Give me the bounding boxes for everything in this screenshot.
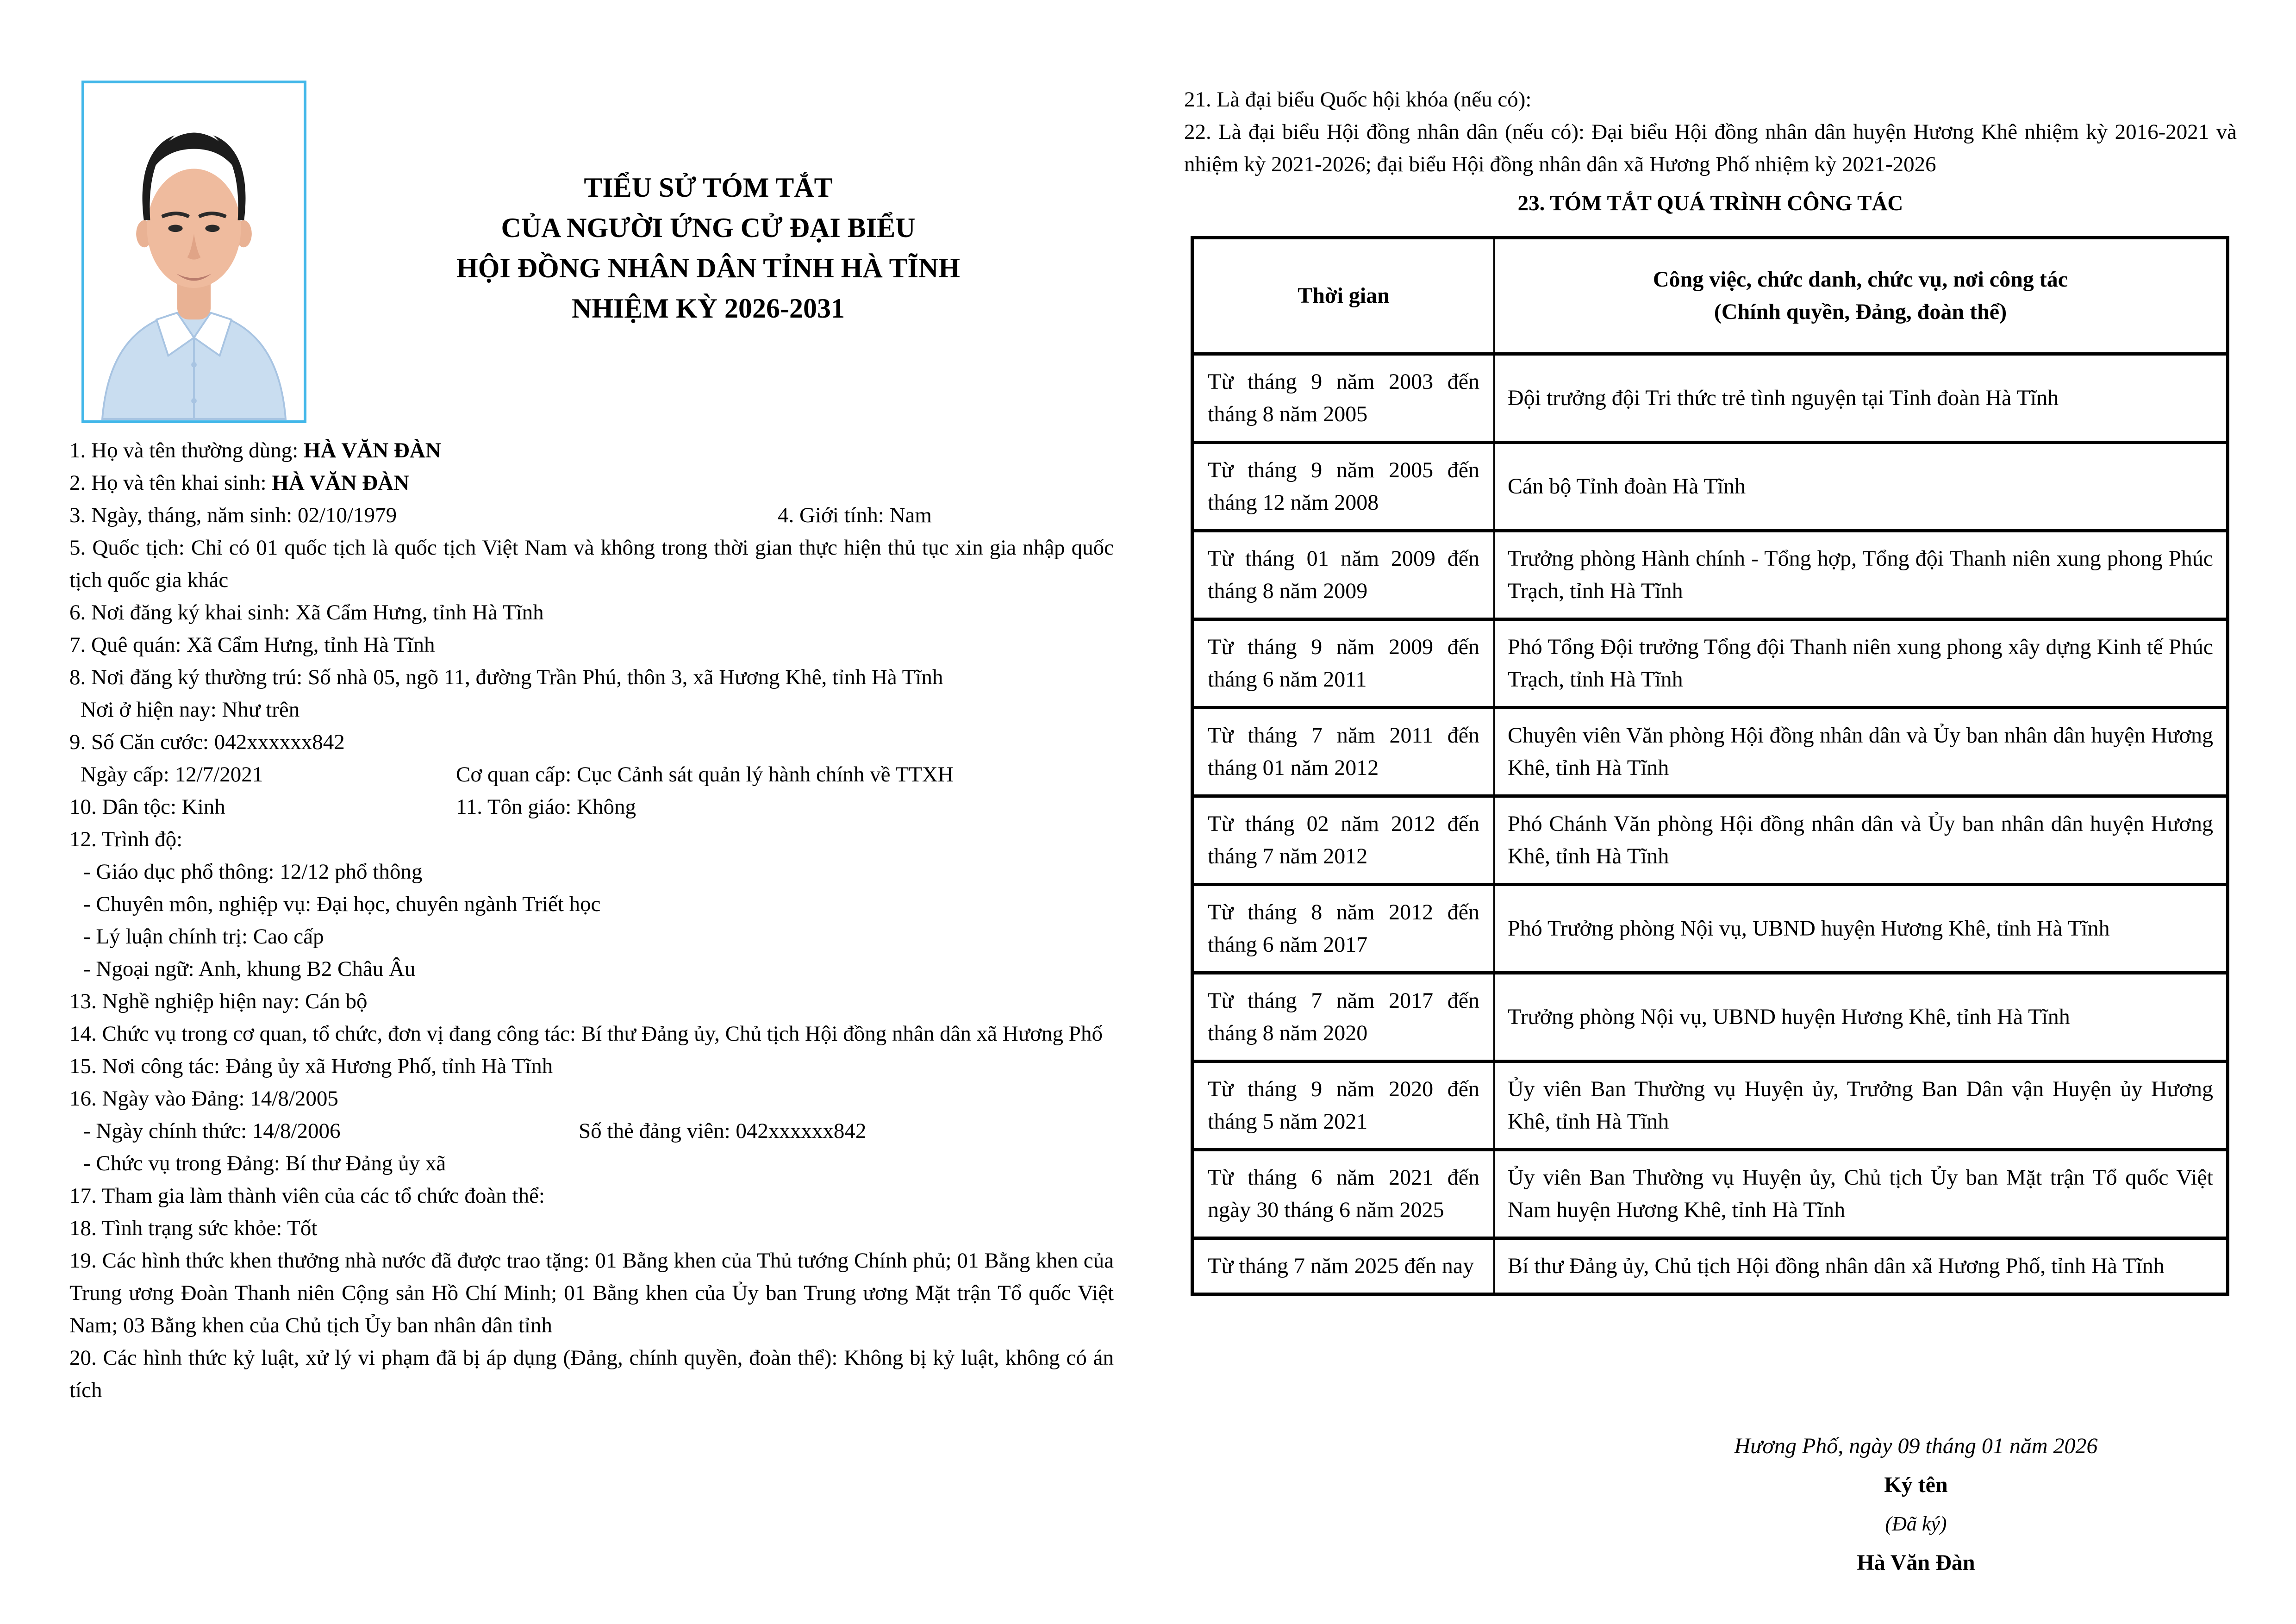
field-party-admission-date: 16. Ngày vào Đảng: 14/8/2005 <box>69 1087 338 1111</box>
document-title <box>296 168 1120 329</box>
field-id-number: 9. Số Căn cước: 042xxxxxx842 <box>69 730 345 754</box>
career-row <box>1192 1238 2228 1294</box>
career-time: Từ tháng 7 năm 2025 đến nay <box>1192 1238 1494 1294</box>
field-education-heading: 12. Trình độ: <box>69 827 183 851</box>
field-gender: 4. Giới tính: Nam <box>778 503 932 527</box>
career-job: Trưởng phòng Nội vụ, UBND huyện Hương Khê, tỉnh Hà Tĩnh <box>1494 973 2228 1062</box>
field-peoples-council-member: 22. Là đại biểu Hội đồng nhân dân (nếu có): Đại biểu Hội đồng nhân dân huyện Hương Khê nhiệm kỳ 2016-2021 và nhiệm kỳ 2021-2026; đại biểu Hội đồng nhân dân xã Hương Phố nhiệm kỳ 2021-2026 <box>1184 120 2237 176</box>
field-current-position: 14. Chức vụ trong cơ quan, tổ chức, đơn vị đang công tác: Bí thư Đảng ủy, Chủ tịch Hội đồng nhân dân xã Hương Phố <box>69 1022 1103 1046</box>
career-job: Trưởng phòng Hành chính - Tổng hợp, Tổng đội Thanh niên xung phong Phúc Trạch, tỉnh Hà Tĩnh <box>1494 531 2228 619</box>
career-row <box>1192 885 2228 973</box>
career-header-job-line2: (Chính quyền, Đảng, đoàn thể) <box>1714 300 2007 324</box>
career-history-table <box>1191 236 2229 1296</box>
career-time: Từ tháng 6 năm 2021 đến ngày 30 tháng 6 năm 2025 <box>1192 1150 1494 1238</box>
career-time: Từ tháng 9 năm 2009 đến tháng 6 năm 2011 <box>1192 619 1494 708</box>
field-ethnicity-religion-row <box>69 791 1114 823</box>
career-row <box>1192 1150 2228 1238</box>
field-professional-education: - Chuyên môn, nghiệp vụ: Đại học, chuyên ngành Triết học <box>83 892 601 916</box>
career-time: Từ tháng 9 năm 2005 đến tháng 12 năm 2008 <box>1192 443 1494 531</box>
field-national-assembly-member: 21. Là đại biểu Quốc hội khóa (nếu có): <box>1184 87 1532 112</box>
signature-block <box>1597 1427 2235 1582</box>
career-header-row <box>1192 238 2228 354</box>
title-line-4: NHIỆM KỲ 2026-2031 <box>572 293 845 324</box>
signature-signed-note: (Đã ký) <box>1885 1512 1947 1535</box>
career-job: Phó Tổng Đội trưởng Tổng đội Thanh niên xung phong xây dựng Kinh tế Phúc Trạch, tỉnh Hà Tĩnh <box>1494 619 2228 708</box>
field-general-education: - Giáo dục phổ thông: 12/12 phổ thông <box>83 860 423 884</box>
field-birth-name <box>69 467 1114 499</box>
field-state-awards: 19. Các hình thức khen thưởng nhà nước đã được trao tặng: 01 Bằng khen của Thủ tướng Chính phủ; 01 Bằng khen của Trung ương Đoàn Thanh niên Cộng sản Hồ Chí Minh; 01 Bằng khen của Ủy ban Trung ương Mặt trận Tổ quốc Việt Nam; 03 Bằng khen của Chủ tịch Ủy ban nhân dân tỉnh <box>69 1249 1114 1337</box>
career-row <box>1192 354 2228 443</box>
field-id-issue-authority: Cơ quan cấp: Cục Cảnh sát quản lý hành chính về TTXH <box>456 762 954 787</box>
career-row <box>1192 531 2228 619</box>
career-row <box>1192 619 2228 708</box>
field-common-name-label: 1. Họ và tên thường dùng: <box>69 438 304 462</box>
signature-place-date: Hương Phố, ngày 09 tháng 01 năm 2026 <box>1734 1434 2098 1458</box>
career-job: Bí thư Đảng ủy, Chủ tịch Hội đồng nhân dân xã Hương Phố, tỉnh Hà Tĩnh <box>1494 1238 2228 1294</box>
career-job: Cán bộ Tỉnh đoàn Hà Tĩnh <box>1494 443 2228 531</box>
field-birth-name-label: 2. Họ và tên khai sinh: <box>69 471 272 495</box>
signature-label: Ký tên <box>1884 1473 1948 1497</box>
career-header-job <box>1494 238 2228 354</box>
field-disciplinary-record: 20. Các hình thức kỷ luật, xử lý vi phạm đã bị áp dụng (Đảng, chính quyền, đoàn thể): Không bị kỷ luật, không có án tích <box>69 1346 1114 1402</box>
field-political-theory: - Lý luận chính trị: Cao cấp <box>83 924 324 949</box>
career-row <box>1192 796 2228 885</box>
field-party-official-date: - Ngày chính thức: 14/8/2006 <box>83 1119 341 1143</box>
career-header-job-line1: Công việc, chức danh, chức vụ, nơi công tác <box>1653 267 2068 292</box>
field-current-occupation: 13. Nghề nghiệp hiện nay: Cán bộ <box>69 989 368 1013</box>
candidate-photo <box>81 81 306 423</box>
field-common-name <box>69 434 1114 467</box>
field-workplace: 15. Nơi công tác: Đảng ủy xã Hương Phố, tỉnh Hà Tĩnh <box>69 1054 553 1078</box>
portrait-illustration <box>84 83 304 420</box>
career-time: Từ tháng 8 năm 2012 đến tháng 6 năm 2017 <box>1192 885 1494 973</box>
field-permanent-residence: 8. Nơi đăng ký thường trú: Số nhà 05, ngõ 11, đường Trần Phú, thôn 3, xã Hương Khê, tỉnh Hà Tĩnh <box>69 665 943 689</box>
title-line-3: HỘI ĐỒNG NHÂN DÂN TỈNH HÀ TĨNH <box>456 253 960 283</box>
field-birth-name-value: HÀ VĂN ĐÀN <box>272 471 410 495</box>
field-hometown: 7. Quê quán: Xã Cẩm Hưng, tỉnh Hà Tĩnh <box>69 633 435 657</box>
career-job: Ủy viên Ban Thường vụ Huyện ủy, Trưởng Ban Dân vận Huyện ủy Hương Khê, tỉnh Hà Tĩnh <box>1494 1062 2228 1150</box>
field-foreign-language: - Ngoại ngữ: Anh, khung B2 Châu Âu <box>83 957 416 981</box>
field-common-name-value: HÀ VĂN ĐÀN <box>303 438 441 462</box>
field-religion: 11. Tôn giáo: Không <box>456 795 636 819</box>
signature-name: Hà Văn Đàn <box>1857 1550 1975 1575</box>
field-organization-membership: 17. Tham gia làm thành viên của các tổ chức đoàn thể: <box>69 1184 545 1208</box>
field-ethnicity: 10. Dân tộc: Kinh <box>69 795 225 819</box>
career-row <box>1192 708 2228 796</box>
career-time: Từ tháng 7 năm 2017 đến tháng 8 năm 2020 <box>1192 973 1494 1062</box>
career-job: Chuyên viên Văn phòng Hội đồng nhân dân và Ủy ban nhân dân huyện Hương Khê, tỉnh Hà Tĩnh <box>1494 708 2228 796</box>
field-party-card-number: Số thẻ đảng viên: 042xxxxxx842 <box>579 1119 867 1143</box>
career-job: Đội trưởng đội Tri thức trẻ tình nguyện tại Tỉnh đoàn Hà Tĩnh <box>1494 354 2228 443</box>
career-time: Từ tháng 9 năm 2003 đến tháng 8 năm 2005 <box>1192 354 1494 443</box>
title-line-1: TIỂU SỬ TÓM TẮT <box>584 172 833 203</box>
career-row <box>1192 973 2228 1062</box>
field-current-residence: Nơi ở hiện nay: Như trên <box>81 698 300 722</box>
personal-info-list <box>69 434 1114 1406</box>
field-party-position: - Chức vụ trong Đảng: Bí thư Đảng ủy xã <box>83 1151 446 1175</box>
field-nationality: 5. Quốc tịch: Chỉ có 01 quốc tịch là quốc tịch Việt Nam và không trong thời gian thực hiện thủ tục xin gia nhập quốc tịch quốc gia khác <box>69 536 1114 592</box>
career-header-time: Thời gian <box>1192 238 1494 354</box>
career-row <box>1192 443 2228 531</box>
career-time: Từ tháng 7 năm 2011 đến tháng 01 năm 2012 <box>1192 708 1494 796</box>
field-party-official-row <box>69 1115 1114 1147</box>
career-job: Phó Trưởng phòng Nội vụ, UBND huyện Hương Khê, tỉnh Hà Tĩnh <box>1494 885 2228 973</box>
field-id-issue-row <box>69 758 1114 791</box>
career-time: Từ tháng 9 năm 2020 đến tháng 5 năm 2021 <box>1192 1062 1494 1150</box>
field-dob-gender-row <box>69 499 1114 531</box>
field-id-issue-date: Ngày cấp: 12/7/2021 <box>81 762 263 787</box>
career-job: Ủy viên Ban Thường vụ Huyện ủy, Chủ tịch Ủy ban Mặt trận Tổ quốc Việt Nam huyện Hương Khê, tỉnh Hà Tĩnh <box>1494 1150 2228 1238</box>
title-line-2: CỦA NGƯỜI ỨNG CỬ ĐẠI BIỂU <box>501 212 916 243</box>
career-time: Từ tháng 02 năm 2012 đến tháng 7 năm 2012 <box>1192 796 1494 885</box>
field-dob: 3. Ngày, tháng, năm sinh: 02/10/1979 <box>69 503 397 527</box>
field-health-status: 18. Tình trạng sức khỏe: Tốt <box>69 1216 318 1240</box>
career-summary-heading: 23. TÓM TẮT QUÁ TRÌNH CÔNG TÁC <box>1517 191 1903 215</box>
career-time: Từ tháng 01 năm 2009 đến tháng 8 năm 2009 <box>1192 531 1494 619</box>
right-column <box>1184 83 2237 1296</box>
field-birth-registration-place: 6. Nơi đăng ký khai sinh: Xã Cẩm Hưng, tỉnh Hà Tĩnh <box>69 600 544 625</box>
career-row <box>1192 1062 2228 1150</box>
career-job: Phó Chánh Văn phòng Hội đồng nhân dân và Ủy ban nhân dân huyện Hương Khê, tỉnh Hà Tĩnh <box>1494 796 2228 885</box>
